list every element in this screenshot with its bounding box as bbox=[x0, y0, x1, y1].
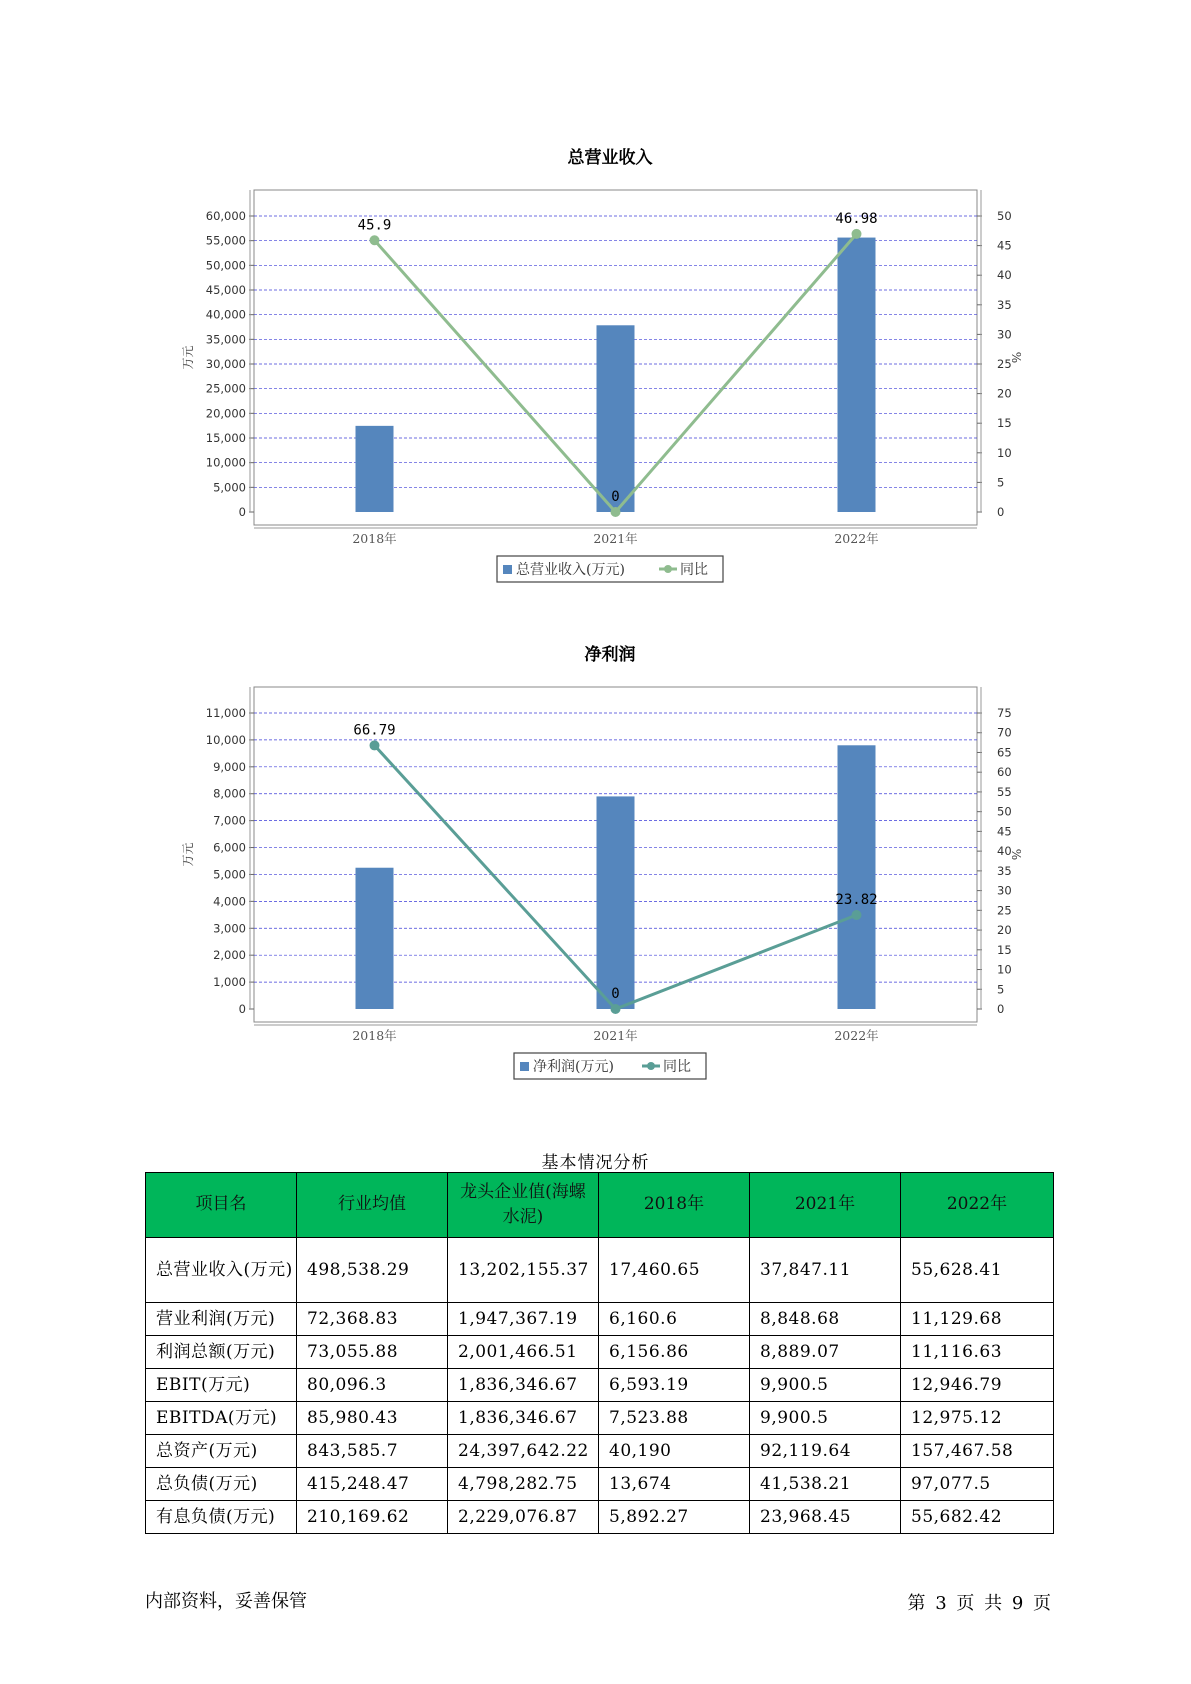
row-label: 总营业收入(万元) bbox=[146, 1238, 297, 1303]
y-tick-label: 1,000 bbox=[213, 975, 246, 990]
footer-confidential-note: 内部资料，妥善保管 bbox=[145, 1591, 307, 1612]
y-tick-label: 45,000 bbox=[205, 283, 246, 297]
legend-bar-swatch bbox=[520, 1062, 529, 1071]
y-tick-label: 7,000 bbox=[213, 813, 246, 828]
y2-tick-label: 45 bbox=[997, 238, 1012, 253]
legend-bar-swatch bbox=[503, 565, 512, 574]
table-cell: 13,202,155.37 bbox=[448, 1238, 599, 1303]
legend-bar-label: 净利润(万元) bbox=[533, 1059, 614, 1075]
y-tick-label: 10,000 bbox=[205, 732, 246, 747]
y2-tick-label: 15 bbox=[997, 942, 1012, 957]
table-header-row bbox=[146, 1173, 1054, 1238]
table-cell: 12,975.12 bbox=[901, 1402, 1054, 1435]
table-cell: 6,593.19 bbox=[599, 1369, 750, 1402]
row-label: 有息负债(万元) bbox=[146, 1501, 297, 1534]
table-cell: 55,682.42 bbox=[901, 1501, 1054, 1534]
y-tick-label: 60,000 bbox=[205, 209, 246, 223]
y-tick-label: 10,000 bbox=[205, 455, 246, 470]
yoy-point bbox=[611, 1004, 621, 1014]
table-cell: 97,077.5 bbox=[901, 1468, 1054, 1501]
chart-title: 总营业收入 bbox=[567, 148, 653, 168]
y-tick-label: 6,000 bbox=[213, 840, 246, 855]
bar-2022年 bbox=[838, 745, 876, 1009]
table-row bbox=[146, 1238, 1054, 1303]
chart-legend bbox=[514, 1053, 706, 1079]
legend-line-label: 同比 bbox=[663, 1059, 691, 1075]
y2-tick-label: 30 bbox=[997, 327, 1012, 342]
y2-axis-label: % bbox=[1009, 848, 1023, 861]
y2-tick-label: 30 bbox=[997, 883, 1012, 898]
y-tick-label: 35,000 bbox=[205, 332, 246, 347]
table-cell: 5,892.27 bbox=[599, 1501, 750, 1534]
header-industry-average: 行业均值 bbox=[297, 1173, 448, 1238]
bar-2022年 bbox=[838, 238, 876, 512]
y2-tick-label: 0 bbox=[997, 1002, 1005, 1016]
chart-title: 净利润 bbox=[584, 645, 636, 665]
yoy-data-label: 0 bbox=[611, 986, 620, 1002]
x-tick-label: 2021年 bbox=[593, 531, 638, 546]
row-label: EBIT(万元) bbox=[146, 1369, 297, 1402]
yoy-data-label: 23.82 bbox=[835, 891, 878, 908]
bar-2021年 bbox=[597, 796, 635, 1009]
row-label: 总资产(万元) bbox=[146, 1435, 297, 1468]
header-item-name: 项目名 bbox=[146, 1173, 297, 1238]
table-cell: 13,674 bbox=[599, 1468, 750, 1501]
table-cell: 41,538.21 bbox=[750, 1468, 901, 1501]
yoy-point bbox=[611, 507, 621, 517]
bar-2021年 bbox=[597, 325, 635, 512]
y2-tick-label: 35 bbox=[997, 297, 1012, 312]
table-cell: 55,628.41 bbox=[901, 1238, 1054, 1303]
y-axis-label: 万元 bbox=[181, 842, 195, 867]
legend-line-marker bbox=[647, 1062, 655, 1070]
header-2021: 2021年 bbox=[750, 1173, 901, 1238]
header-2018: 2018年 bbox=[599, 1173, 750, 1238]
y2-tick-label: 60 bbox=[997, 765, 1012, 780]
legend-line-marker bbox=[664, 565, 672, 573]
table-cell: 11,116.63 bbox=[901, 1336, 1054, 1369]
y2-tick-label: 40 bbox=[997, 268, 1012, 283]
yoy-data-label: 45.9 bbox=[357, 217, 392, 234]
y-tick-label: 2,000 bbox=[213, 948, 246, 963]
row-label: EBITDA(万元) bbox=[146, 1402, 297, 1435]
analysis-table bbox=[145, 1172, 1054, 1534]
table-cell: 8,848.68 bbox=[750, 1303, 901, 1336]
yoy-data-label: 0 bbox=[611, 489, 620, 505]
y-tick-label: 20,000 bbox=[205, 406, 246, 421]
y-tick-label: 40,000 bbox=[205, 307, 246, 322]
y2-tick-label: 70 bbox=[997, 725, 1012, 740]
legend-bar-label: 总营业收入(万元) bbox=[516, 562, 625, 578]
table-cell: 80,096.3 bbox=[297, 1369, 448, 1402]
header-2022: 2022年 bbox=[901, 1173, 1054, 1238]
y2-tick-label: 5 bbox=[997, 475, 1005, 490]
y2-tick-label: 50 bbox=[997, 804, 1012, 819]
table-cell: 2,001,466.51 bbox=[448, 1336, 599, 1369]
table-cell: 2,229,076.87 bbox=[448, 1501, 599, 1534]
table-row bbox=[146, 1336, 1054, 1369]
table-cell: 12,946.79 bbox=[901, 1369, 1054, 1402]
table-cell: 7,523.88 bbox=[599, 1402, 750, 1435]
y-tick-label: 0 bbox=[238, 505, 246, 519]
y2-tick-label: 50 bbox=[997, 209, 1012, 223]
y-tick-label: 50,000 bbox=[205, 258, 246, 273]
table-cell: 9,900.5 bbox=[750, 1402, 901, 1435]
y-tick-label: 9,000 bbox=[213, 759, 246, 774]
y2-tick-label: 20 bbox=[997, 923, 1012, 938]
yoy-point bbox=[370, 235, 380, 245]
y2-tick-label: 10 bbox=[997, 962, 1012, 977]
table-cell: 4,798,282.75 bbox=[448, 1468, 599, 1501]
y-tick-label: 0 bbox=[238, 1002, 246, 1016]
x-tick-label: 2021年 bbox=[593, 1028, 638, 1043]
y-tick-label: 5,000 bbox=[213, 867, 246, 882]
y2-tick-label: 25 bbox=[997, 357, 1012, 371]
y2-tick-label: 40 bbox=[997, 844, 1012, 859]
table-cell: 24,397,642.22 bbox=[448, 1435, 599, 1468]
table-cell: 498,538.29 bbox=[297, 1238, 448, 1303]
x-tick-label: 2022年 bbox=[834, 1028, 879, 1043]
y2-tick-label: 25 bbox=[997, 903, 1012, 918]
y-tick-label: 4,000 bbox=[213, 894, 246, 909]
table-cell: 72,368.83 bbox=[297, 1303, 448, 1336]
net-profit-chart bbox=[0, 632, 1191, 1102]
header-leader-value: 龙头企业值(海螺水泥) bbox=[448, 1173, 599, 1238]
table-cell: 9,900.5 bbox=[750, 1369, 901, 1402]
x-tick-label: 2018年 bbox=[352, 531, 397, 546]
table-caption: 基本情况分析 bbox=[541, 1153, 650, 1173]
bar-2018年 bbox=[356, 426, 394, 512]
y-tick-label: 5,000 bbox=[213, 480, 246, 495]
table-cell: 157,467.58 bbox=[901, 1435, 1054, 1468]
y-tick-label: 25,000 bbox=[205, 381, 246, 396]
y2-tick-label: 20 bbox=[997, 386, 1012, 401]
table-row bbox=[146, 1435, 1054, 1468]
y-tick-label: 30,000 bbox=[205, 357, 246, 371]
y-tick-label: 11,000 bbox=[205, 706, 246, 720]
y2-tick-label: 5 bbox=[997, 982, 1005, 997]
table-row bbox=[146, 1303, 1054, 1336]
revenue-chart bbox=[0, 135, 1191, 605]
table-row bbox=[146, 1501, 1054, 1534]
y2-tick-label: 55 bbox=[997, 784, 1012, 799]
footer-page-number: 第 3 页 共 9 页 bbox=[907, 1593, 1053, 1614]
y2-tick-label: 65 bbox=[997, 745, 1012, 760]
table-row bbox=[146, 1402, 1054, 1435]
table-cell: 73,055.88 bbox=[297, 1336, 448, 1369]
yoy-data-label: 46.98 bbox=[835, 210, 878, 227]
table-cell: 8,889.07 bbox=[750, 1336, 901, 1369]
table-cell: 1,836,346.67 bbox=[448, 1369, 599, 1402]
y-tick-label: 15,000 bbox=[205, 431, 246, 445]
bar-2018年 bbox=[356, 868, 394, 1009]
table-row bbox=[146, 1369, 1054, 1402]
table-cell: 23,968.45 bbox=[750, 1501, 901, 1534]
table-row bbox=[146, 1468, 1054, 1501]
table-cell: 1,947,367.19 bbox=[448, 1303, 599, 1336]
table-cell: 85,980.43 bbox=[297, 1402, 448, 1435]
y-tick-label: 55,000 bbox=[205, 233, 246, 248]
y2-tick-label: 0 bbox=[997, 505, 1005, 519]
table-cell: 1,836,346.67 bbox=[448, 1402, 599, 1435]
row-label: 总负债(万元) bbox=[146, 1468, 297, 1501]
x-tick-label: 2018年 bbox=[352, 1028, 397, 1043]
y2-tick-label: 45 bbox=[997, 824, 1012, 839]
table-cell: 92,119.64 bbox=[750, 1435, 901, 1468]
yoy-point bbox=[852, 229, 862, 239]
yoy-point bbox=[852, 910, 862, 920]
table-cell: 17,460.65 bbox=[599, 1238, 750, 1303]
table-cell: 11,129.68 bbox=[901, 1303, 1054, 1336]
table-cell: 415,248.47 bbox=[297, 1468, 448, 1501]
table-cell: 6,160.6 bbox=[599, 1303, 750, 1336]
y2-tick-label: 10 bbox=[997, 445, 1012, 460]
y2-tick-label: 35 bbox=[997, 863, 1012, 878]
y-tick-label: 3,000 bbox=[213, 921, 246, 936]
chart-legend bbox=[497, 556, 723, 582]
row-label: 营业利润(万元) bbox=[146, 1303, 297, 1336]
y2-axis-label: % bbox=[1009, 351, 1023, 364]
row-label: 利润总额(万元) bbox=[146, 1336, 297, 1369]
table-cell: 210,169.62 bbox=[297, 1501, 448, 1534]
x-tick-label: 2022年 bbox=[834, 531, 879, 546]
y2-tick-label: 15 bbox=[997, 416, 1012, 431]
yoy-point bbox=[370, 740, 380, 750]
y-tick-label: 8,000 bbox=[213, 786, 246, 801]
table-cell: 40,190 bbox=[599, 1435, 750, 1468]
y-axis-label: 万元 bbox=[181, 345, 195, 370]
table-cell: 843,585.7 bbox=[297, 1435, 448, 1468]
table-cell: 37,847.11 bbox=[750, 1238, 901, 1303]
table-cell: 6,156.86 bbox=[599, 1336, 750, 1369]
y2-tick-label: 75 bbox=[997, 706, 1012, 720]
yoy-data-label: 66.79 bbox=[353, 722, 396, 739]
legend-line-label: 同比 bbox=[680, 562, 708, 578]
